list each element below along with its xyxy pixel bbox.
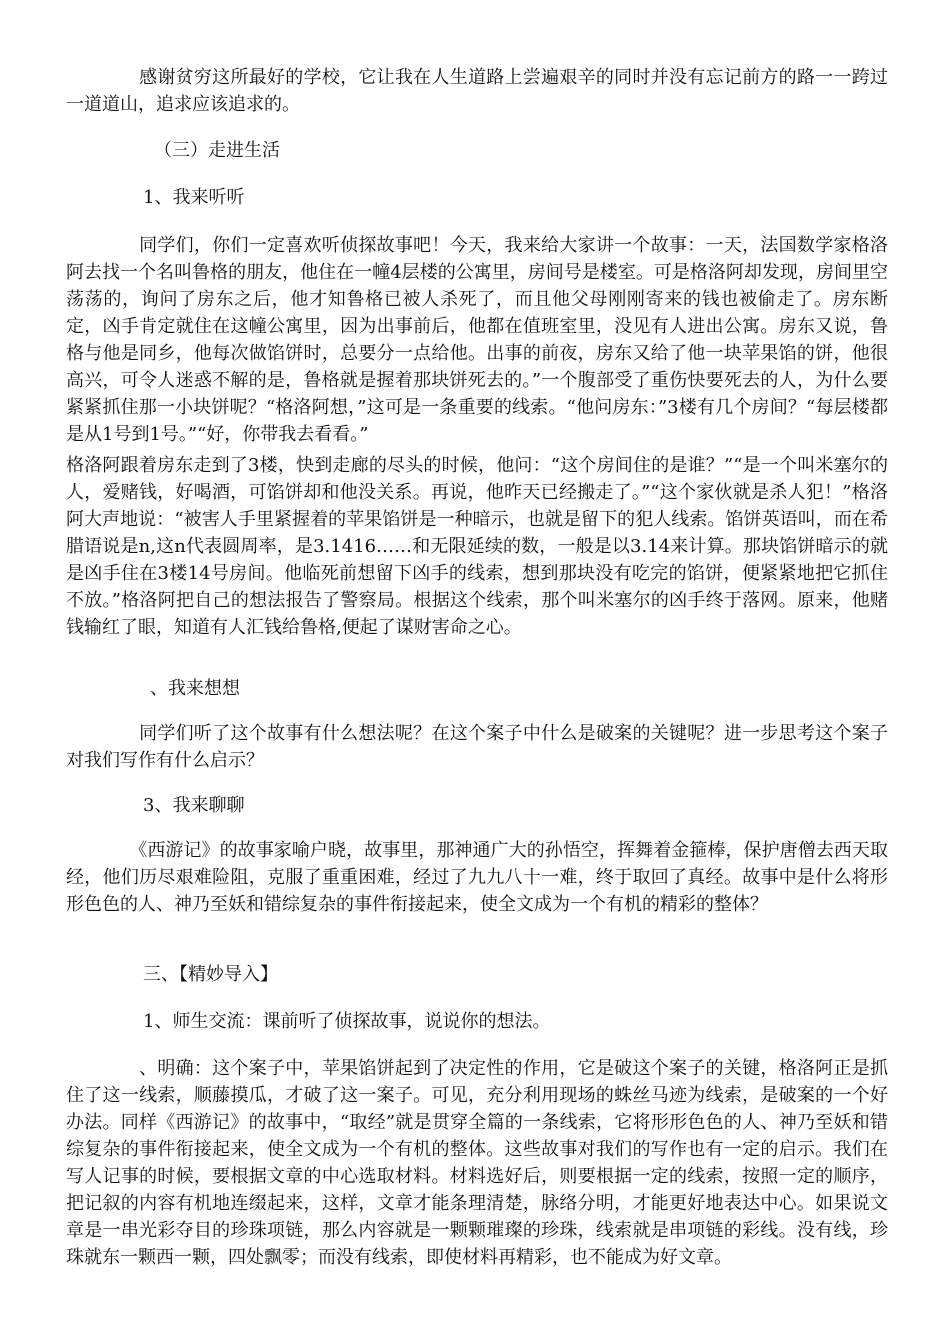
paragraph-detective-story-part-2: 格洛阿跟着房东走到了3楼，快到走廊的尽头的时候，他问：“这个房间住的是谁？”“是一个叫米塞尔的人，爱赌钱，好喝酒，可馅饼却和他没关系。再说，他昨天已经搬走了。”“这个家伙就是杀人犯！”格洛阿大声地说：“被害人手里紧握着的苹果馅饼是一种暗示，也就是留下的犯人线索。馅饼英语叫，而在希腊语说是n,这n代表圆周率，是3.1416……和无限延续的数，一般是以3.14来计算。那块馅饼暗示的就是凶手住在3楼14号房间。他临死前想留下凶手的线索，想到那块没有吃完的馅饼，便紧紧地把它抓住不放。”格洛阿把自己的想法报告了警察局。根据这个线索，那个叫米塞尔的凶手终于落网。原来，他赌钱输红了眼，知道有人汇钱给鲁格,便起了谋财害命之心。 xyxy=(66,455,888,638)
paragraph-clarification: 、明确：这个案子中，苹果馅饼起到了决定性的作用，它是破这个案子的关键，格洛阿正是抓住了这一线索，顺藤摸瓜，才破了这一案子。可见，充分利用现场的蛛丝马迹为线索，是破案的一个好办法。同样《西游记》的故事中，“取经”就是贯穿全篇的一条线索，它将形形色色的人、神乃至妖和错综复杂的事件衔接起来，使全文成为一个有机的整体。这些故事对我们的写作也有一定的启示。我们在写人记事的时候，要根据文章的中心选取材料。材料选好后，则要根据一定的线索，按照一定的顺序，把记叙的内容有机地连缀起来，这样，文章才能条理清楚，脉络分明，才能更好地表达中心。如果说文章是一串光彩夺目的珍珠项链，那么内容就是一颗颗璀璨的珍珠，线索就是串项链的彩线。没有线，珍珠就东一颗西一颗，四处飘零；而没有线索，即使材料再精彩，也不能成为好文章。 xyxy=(66,1058,888,1268)
section-heading-intro: 三、【精妙导入】 xyxy=(143,964,278,985)
subheading-think: 、我来想想 xyxy=(150,678,240,699)
paragraph-journey-west: 《西游记》的故事家喻户晓，故事里，那神通广大的孙悟空，挥舞着金箍棒，保护唐僧去西天取经，他们历尽艰难险阻，克服了重重困难，经过了九九八十一难，终于取回了真经。故事中是什么将形形色色的人、神乃至妖和错综复杂的事件衔接起来，使全文成为一个有机的精彩的整体？ xyxy=(66,840,888,915)
subheading-listen: 1、我来听听 xyxy=(143,187,245,208)
section-heading-into-life: （三）走进生活 xyxy=(154,140,280,161)
paragraph-think: 同学们听了这个故事有什么想法呢？在这个案子中什么是破案的关键呢？进一步思考这个案子对我们写作有什么启示？ xyxy=(66,723,888,771)
paragraph-gratitude: 感谢贫穷这所最好的学校，它让我在人生道路上尝遍艰辛的同时并没有忘记前方的路一一跨过一道道山，追求应该追求的。 xyxy=(66,67,888,115)
subheading-teacher-student-exchange: 1、师生交流：课前听了侦探故事，说说你的想法。 xyxy=(143,1011,551,1032)
paragraph-detective-story-part-1: 同学们，你们一定喜欢听侦探故事吧！今天，我来给大家讲一个故事：一天，法国数学家格洛阿去找一个名叫鲁格的朋友，他住在一幢4层楼的公寓里，房间号是楼室。可是格洛阿却发现，房间里空荡荡的，询问了房东之后，他才知鲁格已被人杀死了，而且他父母刚刚寄来的钱也被偷走了。房东断定，凶手肯定就住在这幢公寓里，因为出事前后，他都在值班室里，没见有人进出公寓。房东又说，鲁格与他是同乡，他每次做馅饼时，总要分一点给他。出事的前夜，房东又给了他一块苹果馅的饼，他很高兴，可令人迷惑不解的是，鲁格就是握着那块饼死去的。”一个腹部受了重伤快要死去的人，为什么要紧紧抓住那一小块饼呢？“格洛阿想，”这可是一条重要的线索。“他问房东：”3楼有几个房间？“每层楼都是从1号到1号。”“好，你带我去看看。” xyxy=(66,235,888,445)
subheading-chat: 3、我来聊聊 xyxy=(143,795,245,816)
